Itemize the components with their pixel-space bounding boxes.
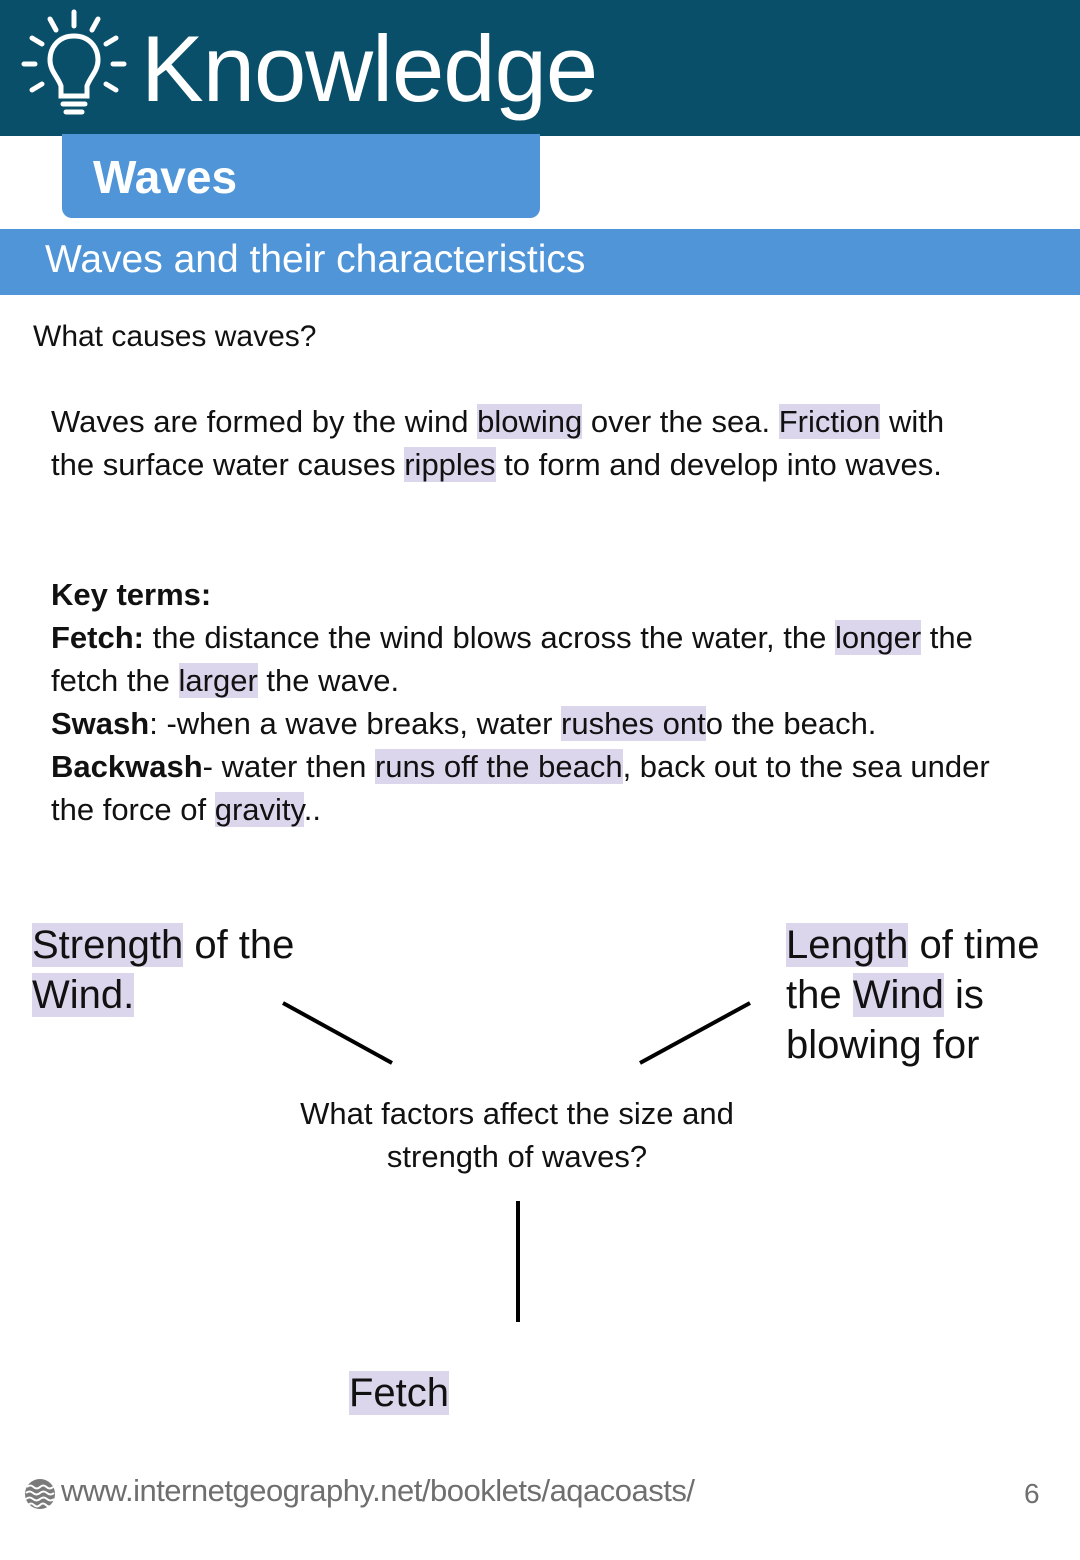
highlight: Length	[786, 923, 909, 967]
text: of time	[908, 923, 1040, 967]
text: with the surface water causes	[51, 404, 945, 482]
term-label: Backwash	[51, 749, 203, 784]
highlight: Fetch	[349, 1371, 450, 1415]
term-label: Swash	[51, 706, 150, 741]
page-title: Knowledge	[141, 16, 598, 121]
highlight: Strength	[32, 923, 184, 967]
diagram-center-question: What factors affect the size and strength of waves?	[300, 1096, 734, 1174]
factor-wind-strength	[32, 920, 294, 1020]
text: the wave.	[257, 663, 400, 698]
text: blowing for	[786, 1023, 980, 1067]
highlight: blowing	[477, 404, 583, 439]
text: , back out to the sea under the force of	[51, 749, 990, 827]
text: o the beach.	[705, 706, 877, 741]
highlight: runs off the beach	[374, 749, 623, 784]
factor-wind-duration	[786, 920, 1040, 1070]
text: the	[786, 973, 853, 1017]
highlight: ripples	[404, 447, 496, 482]
term-label: Fetch:	[51, 620, 144, 655]
highlight: Wind	[852, 973, 944, 1017]
highlight: Friction	[778, 404, 881, 439]
question-heading: What causes waves?	[33, 320, 317, 353]
key-terms-heading: Key terms:	[51, 577, 212, 612]
text: the distance the wind blows across the water, the	[144, 620, 835, 655]
footer-url-link[interactable]: www.internetgeography.net/booklets/aqacoasts/	[61, 1473, 695, 1508]
waves-logo-icon	[24, 1478, 56, 1510]
text: is	[943, 973, 984, 1017]
text: Waves are formed by the wind	[51, 404, 478, 439]
highlight: Wind.	[32, 973, 135, 1017]
text: the fetch the	[51, 620, 973, 698]
section-tab-label: Waves	[93, 151, 238, 203]
highlight: rushes ont	[561, 706, 706, 741]
page-number: 6	[1024, 1478, 1040, 1509]
subheader-title: Waves and their characteristics	[45, 238, 586, 281]
text: to form and develop into waves.	[495, 447, 942, 482]
text: ..	[303, 792, 321, 827]
text: - water then	[202, 749, 375, 784]
highlight: longer	[835, 620, 922, 655]
highlight: larger	[178, 663, 258, 698]
text: of the	[183, 923, 295, 967]
text: : -when a wave breaks, water	[149, 706, 562, 741]
factor-fetch	[349, 1368, 449, 1418]
highlight: gravity	[214, 792, 304, 827]
text: over the sea.	[582, 404, 779, 439]
